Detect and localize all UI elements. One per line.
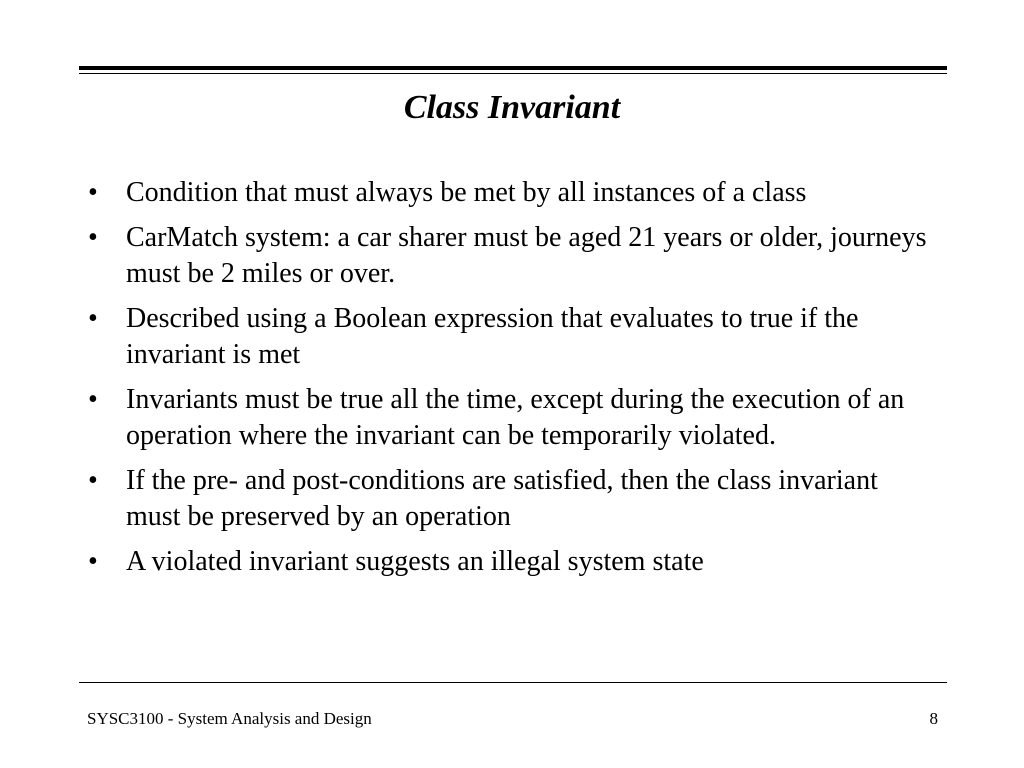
bullet-item: • Condition that must always be met by all instances of a class — [88, 175, 928, 212]
top-divider-thick — [79, 66, 947, 70]
bullet-item: • If the pre- and post-conditions are satisfied, then the class invariant must be preserved by an operation — [88, 463, 928, 536]
bullet-item: • Described using a Boolean expression that evaluates to true if the invariant is met — [88, 301, 928, 374]
slide-title: Class Invariant — [403, 89, 621, 126]
top-divider-thin — [79, 73, 947, 74]
bullet-list — [88, 175, 928, 588]
bullet-item: • CarMatch system: a car sharer must be aged 21 years or older, journeys must be 2 miles or over. — [88, 220, 928, 293]
bullet-item: • Invariants must be true all the time, except during the execution of an operation where the invariant can be temporarily violated. — [88, 382, 928, 455]
bullet-item: • A violated invariant suggests an illegal system state — [88, 544, 928, 581]
footer-course-title: SYSC3100 - System Analysis and Design — [87, 709, 372, 728]
page-number: 8 — [929, 709, 938, 728]
footer-divider — [79, 682, 947, 683]
